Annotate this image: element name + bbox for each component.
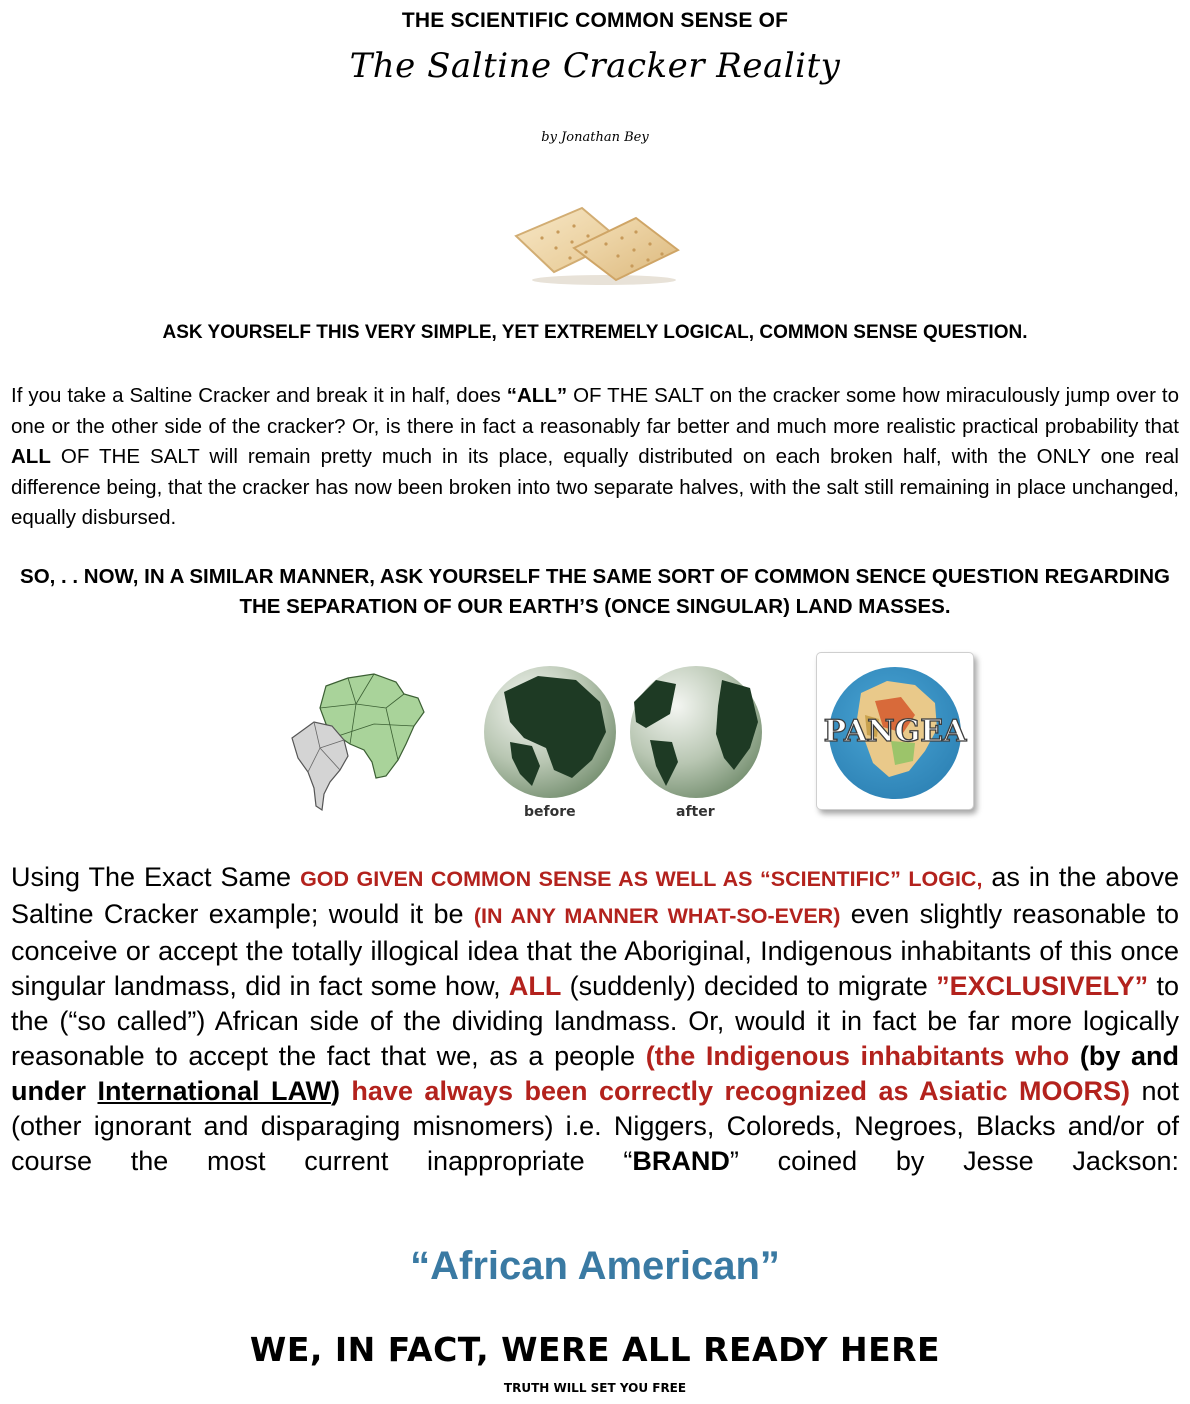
emphasis-red: ”EXCLUSIVELY” — [936, 971, 1149, 1001]
paragraph-text: not (other ignorant and disparaging misnomers) i.e. Niggers, Coloreds, Negroes, Blacks and/or of course the most current inappropriate “ — [11, 1076, 1180, 1176]
paragraph-text: as in the above Saltine Cracker example; would it be — [11, 862, 1179, 929]
globe-after-image — [626, 662, 766, 807]
paragraph-text: Using The Exact Same — [11, 862, 301, 892]
paragraph-text: If you take a Saltine Cracker and break it in half, does — [11, 384, 507, 407]
continent-images-row — [0, 648, 1190, 828]
emphasis-red: (IN ANY MANNER WHAT-SO-EVER) — [473, 904, 841, 928]
globe-before-label: before — [524, 804, 576, 820]
paragraph-text: to the (“so called”) African side of the dividing landmass. Or, would it in fact be far more logically reasonable to accept the fact that we, as a people — [11, 971, 1179, 1071]
cracker-paragraph — [11, 381, 1179, 534]
emphasis-red: (the Indigenous inhabitants who — [645, 1041, 1070, 1071]
pangea-label: PANGEA — [823, 714, 967, 749]
emphasis-all-quoted: “ALL” — [506, 384, 568, 407]
emphasis-underlined: International LAW — [97, 1076, 331, 1106]
paragraph-text: (suddenly) decided to migrate — [561, 971, 937, 1001]
author-byline: by Jonathan Bey — [541, 130, 649, 145]
kicker-heading: THE SCIENTIFIC COMMON SENSE OF — [401, 9, 789, 32]
highlight-phrase: “African American” — [410, 1244, 780, 1288]
emphasis-all: ALL — [11, 445, 51, 468]
emphasis-bold: BRAND — [632, 1146, 730, 1176]
emphasis-red: have always been correctly recognized as Asiatic MOORS) — [339, 1076, 1130, 1106]
pangea-image — [816, 652, 974, 810]
globe-before-image — [480, 662, 620, 807]
question-heading: ASK YOURSELF THIS VERY SIMPLE, YET EXTREMELY LOGICAL, COMMON SENSE QUESTION. — [162, 322, 1028, 343]
emphasis-red: GOD GIVEN COMMON SENSE AS WELL AS “SCIENTIFIC” LOGIC, — [300, 867, 983, 891]
emphasis-red: ALL — [508, 971, 562, 1001]
paragraph-text: OF THE SALT on the cracker some how miraculously jump over to one or the other side of the cracker? Or, is there in fact a reasonably far better and much more realistic practical probability that — [11, 384, 1179, 438]
paragraph-text: OF THE SALT will remain pretty much in its place, equally distributed on each broken half, with the ONLY one real difference being, that the cracker has now been broken into two separate halves, with the salt still remaining in place unchanged, equally disbursed. — [11, 445, 1179, 529]
closing-statement: WE, IN FACT, WERE ALL READY HERE — [249, 1330, 941, 1369]
landmass-paragraph — [11, 860, 1179, 1179]
emphasis-bold: ) — [330, 1076, 340, 1106]
question-heading-landmass: SO, . . NOW, IN A SIMILAR MANNER, ASK YOURSELF THE SAME SORT OF COMMON SENCE QUESTION REGARDING THE SEPARATION OF OUR EARTH’S (ONCE SINGULAR) LAND MASSES. — [20, 565, 1170, 618]
page-title: The Saltine Cracker Reality — [349, 46, 841, 86]
tagline: TRUTH WILL SET YOU FREE — [503, 1381, 687, 1395]
emphasis-bold: (by and under — [11, 1041, 1179, 1106]
paragraph-text: ” coined by Jesse Jackson: — [729, 1146, 1179, 1176]
saltine-cracker-image — [512, 200, 682, 286]
globe-after-label: after — [676, 804, 715, 820]
paragraph-text: even slightly reasonable to conceive or accept the totally illogical idea that the Aboriginal, Indigenous inhabitants of this once singular landmass, did in fact some how, — [11, 899, 1179, 1001]
continental-fit-map-image — [286, 664, 446, 819]
